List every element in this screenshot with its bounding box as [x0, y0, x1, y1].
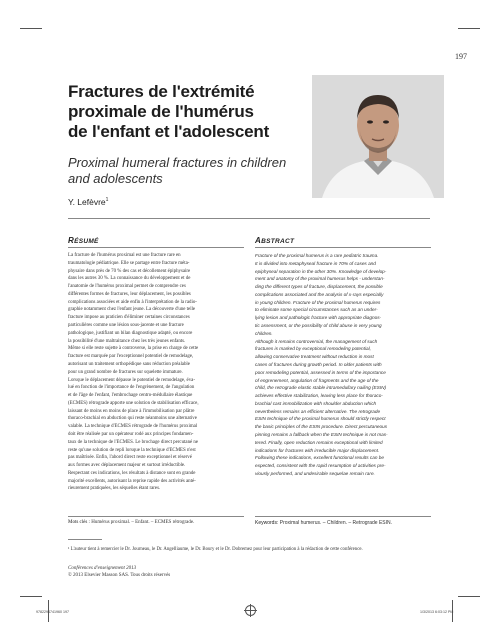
crop-mark	[458, 596, 480, 597]
text-line: brachial cast immobilization with shoulder abduction which	[255, 400, 377, 406]
text-line: particulières comme une lésion sous-jacente et une fracture	[68, 323, 184, 329]
text-line: Respectant ces indications, les résultats à distance sont en grande	[68, 470, 196, 476]
text-line: traumatologie pédiatrique. Elle se partage entre fracture méta-	[68, 260, 190, 266]
text-line: pour un grand nombre de fractures sur squelette immature.	[68, 369, 183, 375]
text-line: laissant de moins en moins de place à l'immobilisation par plâtre	[68, 408, 195, 414]
text-line: complications associated and the analysis of x-rays especially	[255, 291, 384, 297]
text-line: aux formes avec déplacement majeur et surtout irréductible.	[68, 463, 186, 469]
text-line: to eliminate some special circumstances such as an under-	[255, 307, 378, 313]
text-line: Fracture of the proximal humerus is a rare pediatric trauma.	[255, 253, 379, 258]
title-line: Fractures de l'extrémité	[68, 82, 255, 101]
text-line: the basic principles of the ESIN procedure. Direct percutaneous	[255, 424, 388, 430]
text-line: pas maîtrisée. Enfin, l'abord direct reste exceptionnel et réservé	[68, 455, 192, 461]
resume-text	[68, 252, 244, 493]
print-slug-left: 9782294741960 197	[36, 610, 69, 614]
keywords-label: Keywords:	[255, 520, 279, 526]
text-line: fracture impose au praticien d'éliminer certaines circonstances	[68, 315, 190, 321]
text-line: tic assessment, or the possibility of child abuse in very young	[255, 323, 382, 329]
text-line: allowing conservative treatment without reduction in most	[255, 354, 374, 360]
text-line: expected, consistent with the rapid resumption of activities pre-	[255, 463, 386, 469]
text-line: rieurement pratiquées, les séquelles étant rares.	[68, 486, 161, 492]
keywords-value: Humérus proximal. – Enfant. – ECMES rétrograde.	[91, 520, 195, 525]
text-line: Même si elle reste sujette à controverse, la prise en charge de cette	[68, 346, 199, 352]
text-line: achieves effective stabilization, leaving less place for thoraco-	[255, 393, 383, 399]
abstract-heading-rest: BSTRACT	[261, 238, 295, 245]
text-line: (ECMES) rétrograde apporte une solution de stabilisation efficace,	[68, 400, 199, 406]
title-line: de l'enfant et l'adolescent	[68, 122, 270, 141]
text-line: Although it remains controversial, the management of such	[255, 338, 378, 344]
text-line: indications for fractures with irreducible major displacement.	[255, 447, 380, 453]
keywords-label: Mots clés :	[68, 520, 90, 525]
article-subtitle	[68, 155, 408, 186]
text-line: child, the retrograde elastic stable intramedullary nailing (ESIN)	[255, 385, 387, 391]
page-number: 197	[455, 52, 467, 61]
conference-name: Conférences d'enseignement 2013	[68, 566, 137, 571]
text-line: It is divided into metaphyseal fracture in 70% of cases and	[255, 260, 376, 266]
text-line: et de l'âge de l'enfant, l'embrochage centro-médullaire élastique	[68, 393, 193, 399]
text-line: pathologique, justifiant un bilan diagnostique adapté, ou encore	[68, 330, 193, 336]
registration-mark-icon	[245, 605, 256, 616]
crop-mark	[458, 28, 480, 29]
divider	[68, 247, 244, 248]
article-title	[68, 82, 298, 142]
text-line: ESIN technique of the proximal humerus should strictly respect	[255, 416, 386, 422]
text-line: Following these indications, excellent functional results can be	[255, 455, 384, 461]
abstract-heading	[255, 236, 294, 245]
text-line: epiphyseal separation in the other 30%. Knowledge of develop-	[255, 268, 387, 274]
text-line: viously performed, and undesirable sequelae remain rare.	[255, 470, 375, 476]
text-line: l'anatomie de l'humérus proximal permet de comprendre ces	[68, 284, 186, 290]
text-line: ment and anatomy of the proximal humerus helps - understan-	[255, 276, 385, 282]
keywords-value: Proximal humerus. – Children. – Retrograde ESIN.	[279, 520, 393, 526]
text-line: taux de la technique de l'ECMES. Le brochage direct percutané ne	[68, 439, 199, 445]
text-line: tered. Finally, open reduction remains exceptional with limited	[255, 439, 383, 445]
resume-heading	[68, 236, 99, 245]
subtitle-line: Proximal humeral fractures in children	[68, 155, 287, 170]
text-line: ding the different types of fracture, displacement, the possible	[255, 284, 383, 290]
text-line: La fracture de l'humérus proximal est une fracture rare en	[68, 253, 181, 258]
divider	[68, 218, 430, 219]
text-line: valable. La technique d'ECMES rétrograde de l'humérus proximal	[68, 424, 198, 430]
abstract-text	[255, 252, 432, 478]
text-line: fracture est marquée par l'exceptionnel potentiel de remodelage,	[68, 354, 194, 360]
text-line: reste qu'une solution de repli lorsque la technique d'ECMES n'est	[68, 447, 196, 453]
resume-keywords	[68, 520, 194, 525]
crop-mark	[20, 596, 42, 597]
text-line: complications associées et aide enfin à l'interprétation de la radio-	[68, 299, 197, 305]
text-line: poor remodeling potential, assessed in terms of the importance	[255, 369, 386, 375]
text-line: cases of fractures during growth period. In older patients with	[255, 361, 382, 367]
text-line: of engrenement, angulation of fragments and the age of the	[255, 377, 379, 383]
author-footnote-mark: 1	[105, 197, 109, 204]
title-line: proximale de l'humérus	[68, 102, 254, 121]
text-line: pinning remains a fallback when the ESIN technique is not mas-	[255, 431, 388, 437]
text-line: différentes formes de fractures, leur déplacement, les possibles	[68, 291, 191, 297]
text-line: la possibilité d'une maltraitance chez les très jeunes enfants.	[68, 338, 186, 344]
divider	[255, 247, 431, 248]
resume-heading-rest: ÉSUMÉ	[74, 238, 99, 245]
print-slug-right: 1/3/2013 6:03:12 PM	[420, 610, 454, 614]
resume-heading-cap: R	[68, 236, 75, 245]
text-line: children.	[255, 330, 273, 336]
divider	[68, 516, 244, 517]
abstract-keywords	[255, 520, 392, 526]
text-line: majorité excellents, autorisant la reprise rapide des activités anté-	[68, 478, 196, 484]
text-line: graphie notamment chez l'enfant jeune. La découverte d'une telle	[68, 307, 196, 313]
footnote-rule	[68, 539, 102, 540]
text-line: physaire dans près de 70 % des cas et décollement épiphysaire	[68, 268, 191, 274]
author-name	[68, 197, 108, 207]
divider	[255, 516, 431, 517]
text-line: dans les autres 30 %. La connaissance du développement et de	[68, 276, 191, 282]
text-line: thoraco-brachial en abduction qui reste néanmoins une alternative	[68, 416, 197, 422]
crop-mark	[20, 28, 42, 29]
abstract-heading-cap: A	[255, 236, 262, 245]
text-line: fractures is marked by exceptional remodeling potential,	[255, 346, 371, 352]
text-line: autorisant un traitement orthopédique sans réduction préalable	[68, 361, 190, 367]
text-line: lying lesion and pathologic fracture with appropriate diagnos-	[255, 315, 382, 321]
text-line: lué en fonction de l'importance de l'engrènement, de l'angulation	[68, 385, 195, 391]
text-line: Lorsque le déplacement dépasse le potentiel de remodelage, éva-	[68, 377, 195, 383]
text-line: in young children. Fracture of the proximal humerus requires	[255, 299, 381, 305]
subtitle-line: and adolescents	[68, 170, 163, 186]
footnote: ¹ L'auteur tient à remercier le Dr. Journeau, le Dr. Angelliaume, le Dr. Boury et le Dr. Dobremez pour leur participation à la rédaction de cette conférence.	[68, 547, 363, 552]
text-line: doit être réalisée par un opérateur rodé aux principes fondamen-	[68, 431, 194, 437]
text-line: nevertheless remains an efficient alternative. The retrograde	[255, 408, 381, 414]
copyright: © 2013 Elsevier Masson SAS. Tous droits réservés	[68, 573, 171, 578]
author-text: Y. Lefèvre	[68, 197, 106, 207]
